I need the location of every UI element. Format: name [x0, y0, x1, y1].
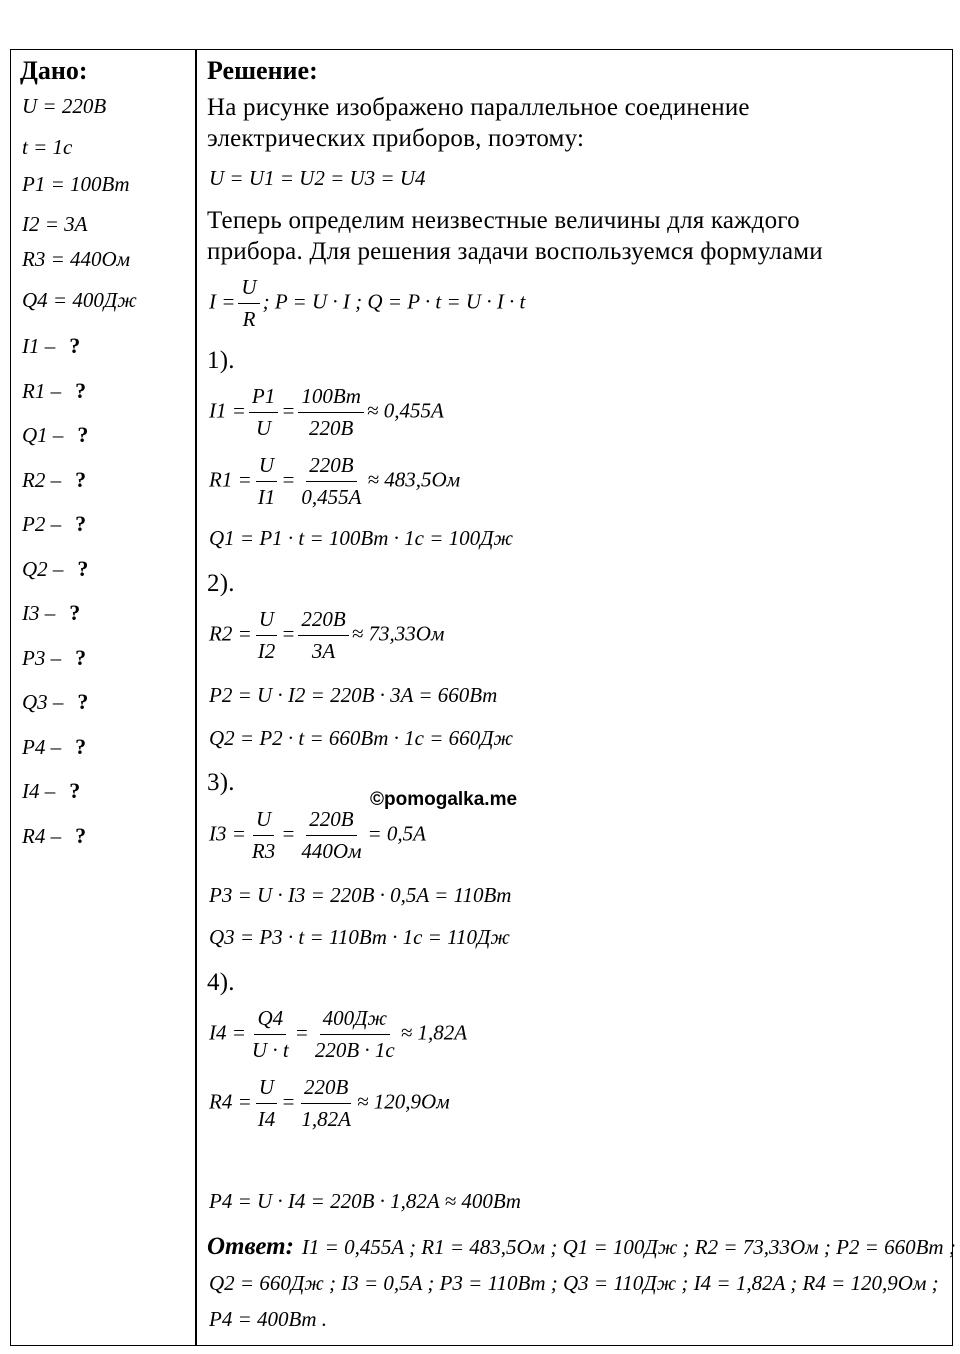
- unknown-symbol: Q3 –: [22, 690, 64, 714]
- step-1-current: I1 = $\frac{P1}{U}$ = $\frac{100Bm}{220B}$ ≈ 0,455A: [209, 384, 444, 441]
- step-1-resistance: R1 = $\frac{U}{I1}$ = $\frac{220B}{0,455A}$ ≈ 483,5Ом: [209, 453, 461, 510]
- question-mark: ?: [69, 333, 81, 358]
- unknown-item: [22, 513, 86, 535]
- solution-heading: Решение:: [207, 56, 318, 85]
- intro-line-2: электрических приборов, поэтому:: [207, 125, 585, 152]
- step-4-label: 4).: [207, 969, 235, 996]
- unknown-item: [22, 644, 87, 670]
- unknown-symbol: Q2 –: [22, 556, 64, 581]
- given-item: t = 1c: [22, 135, 73, 159]
- answer-line-1: Ответ: I1 = 0,455A ; R1 = 483,5Ом ; Q1 = 100Дж ; R2 = 73,33Ом ; P2 = 660Bm ;: [207, 1233, 956, 1260]
- question-mark: ?: [75, 377, 87, 403]
- text-line-2: прибора. Для решения задачи воспользуемся формулами: [207, 238, 823, 265]
- unknown-symbol: P4 –: [22, 734, 62, 759]
- intro-line-1: На рисунке изображено параллельное соединение: [207, 94, 750, 121]
- step-2-label: 2).: [207, 570, 235, 597]
- unknown-item: [22, 555, 89, 581]
- unknown-item: [22, 822, 87, 848]
- given-item: R3 = 440Ом: [22, 247, 131, 271]
- question-mark: ?: [77, 422, 89, 447]
- step-3-label: 3).: [207, 769, 235, 796]
- step-3-power: P3 = U · I3 = 220B · 0,5A = 110Bm: [209, 883, 512, 907]
- answer-line-3: P4 = 400Bm .: [209, 1307, 327, 1331]
- question-mark: ?: [75, 822, 87, 848]
- unknown-item: [22, 335, 80, 357]
- step-2-power: P2 = U · I2 = 220B · 3A = 660Bm: [209, 683, 498, 707]
- step-4-power: P4 = U · I4 = 220B · 1,82A ≈ 400Bm: [209, 1189, 521, 1213]
- voltage-equality: U = U1 = U2 = U3 = U4: [209, 166, 426, 190]
- watermark: ©pomogalka.me: [370, 789, 518, 810]
- step-3-heat: Q3 = P3 · t = 110Bm · 1c = 110Дж: [209, 925, 510, 949]
- unknown-item: [22, 466, 87, 492]
- unknown-item: [22, 602, 80, 624]
- unknown-symbol: P3 –: [22, 645, 62, 670]
- step-4-current: I4 = $\frac{Q4}{U \cdot t}$ = $\frac{400Дж}{220B \cdot 1c}$ ≈ 1,82A: [209, 1006, 468, 1063]
- unknown-item: [22, 424, 88, 446]
- unknown-symbol: R1 –: [22, 378, 62, 403]
- question-mark: ?: [75, 644, 87, 670]
- question-mark: ?: [75, 511, 87, 536]
- step-2-heat: Q2 = P2 · t = 660Bm · 1c = 660Дж: [209, 726, 514, 750]
- question-mark: ?: [69, 600, 81, 625]
- unknown-symbol: I1 –: [22, 334, 56, 358]
- question-mark: ?: [77, 555, 89, 581]
- given-item: P1 = 100Bm: [22, 172, 130, 196]
- given-item: Q4 = 400Дж: [22, 288, 137, 312]
- question-mark: ?: [75, 466, 87, 492]
- unknown-symbol: I3 –: [22, 601, 56, 625]
- unknown-symbol: P2 –: [22, 512, 62, 536]
- given-item: I2 = 3A: [22, 212, 88, 236]
- question-mark: ?: [77, 689, 89, 714]
- unknown-item: [22, 733, 87, 759]
- unknown-item: [22, 780, 80, 802]
- step-2-resistance: R2 = $\frac{U}{I2}$ = $\frac{220B}{3A}$ ≈ 73,33Ом: [209, 607, 445, 664]
- unknown-symbol: I4 –: [22, 779, 56, 803]
- step-3-current: I3 = $\frac{U}{R3}$ = $\frac{220B}{440Ом}$ = 0,5A: [209, 807, 426, 864]
- given-heading: Дано:: [20, 56, 88, 85]
- answer-line-2: Q2 = 660Дж ; I3 = 0,5A ; P3 = 110Bm ; Q3 = 110Дж ; I4 = 1,82A ; R4 = 120,9Ом ;: [209, 1271, 939, 1295]
- given-item: U = 220B: [22, 94, 107, 118]
- question-mark: ?: [75, 733, 87, 759]
- unknown-symbol: R4 –: [22, 823, 62, 848]
- step-1-label: 1).: [207, 347, 235, 374]
- unknown-symbol: R2 –: [22, 467, 62, 492]
- step-1-heat: Q1 = P1 · t = 100Bm · 1c = 100Дж: [209, 526, 514, 550]
- general-formulas: I = $\frac{U}{R}$ ; P = U · I ; Q = P · t = U · I · t: [209, 275, 526, 332]
- unknown-symbol: Q1 –: [22, 423, 64, 447]
- text-line-1: Теперь определим неизвестные величины для каждого: [207, 207, 800, 234]
- unknown-item: [22, 377, 87, 403]
- column-divider: [195, 49, 197, 1346]
- unknown-item: [22, 691, 88, 713]
- question-mark: ?: [69, 778, 81, 803]
- step-4-resistance: R4 = $\frac{U}{I4}$ = $\frac{220B}{1,82A}$ ≈ 120,9Ом: [209, 1075, 450, 1132]
- answer-label: Ответ:: [207, 1233, 294, 1260]
